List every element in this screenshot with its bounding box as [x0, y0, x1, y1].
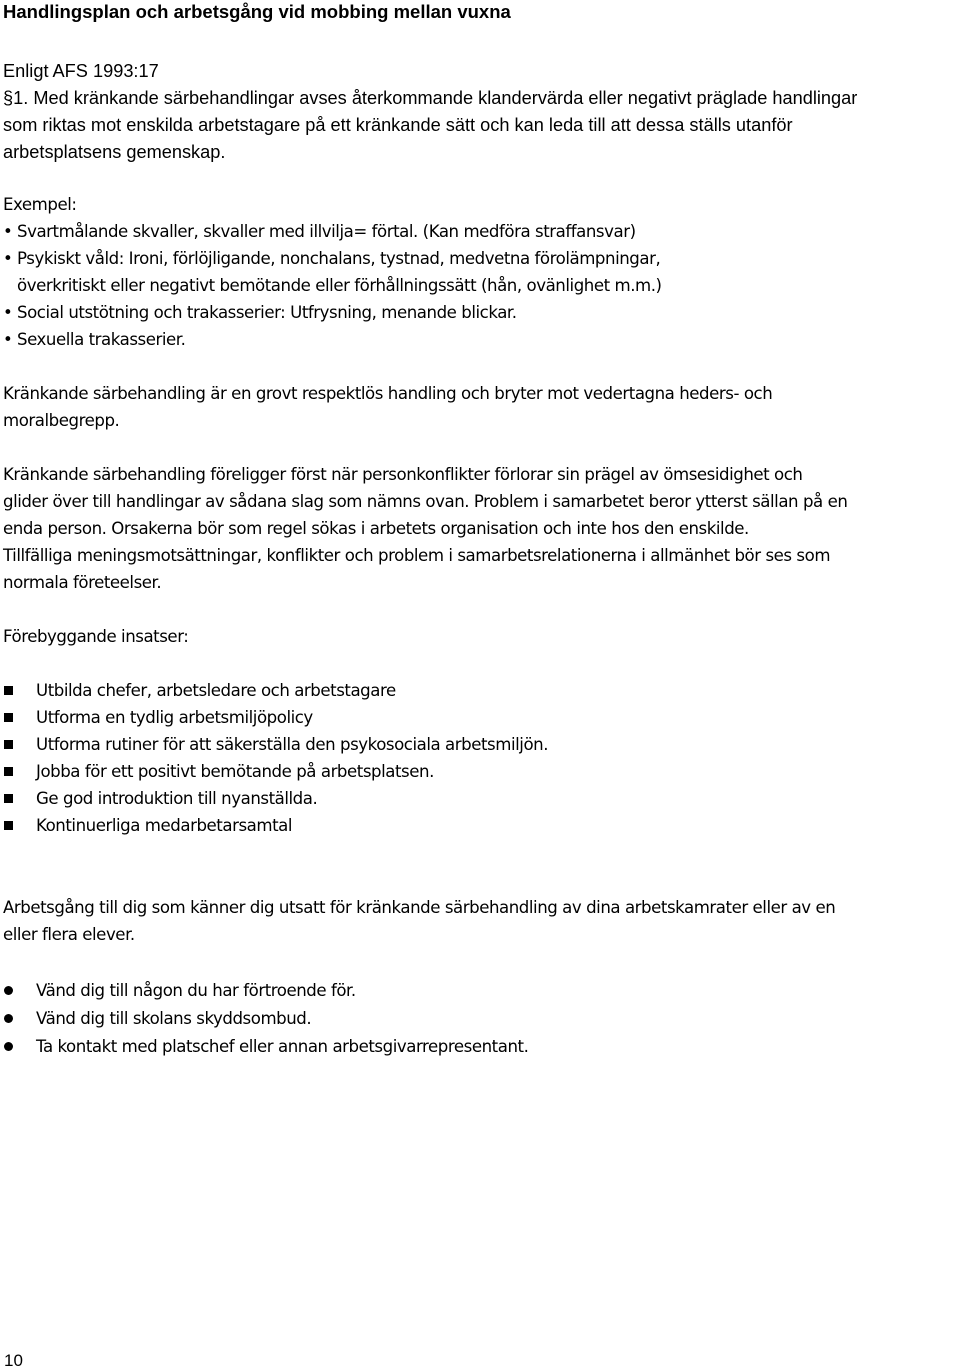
preventive-item-text: Utbilda chefer, arbetsledare och arbetstagare: [36, 681, 396, 700]
square-bullet-icon: [4, 821, 13, 830]
preventive-item: [0, 734, 900, 756]
example-item: [3, 221, 636, 243]
bullet-icon: •: [3, 249, 13, 268]
workflow-intro-line: Arbetsgång till dig som känner dig utsatt för kränkande särbehandling av dina arbetskamrater eller av en: [3, 898, 836, 917]
round-bullet-icon: [4, 1014, 13, 1023]
workflow-item: [0, 1036, 900, 1058]
round-bullet-icon: [4, 986, 13, 995]
preventive-item-text: Ge god introduktion till nyanställda.: [36, 789, 318, 808]
preventive-item: [0, 761, 900, 783]
preventive-item: [0, 788, 900, 810]
preventive-heading: Förebyggande insatser:: [3, 627, 189, 646]
square-bullet-icon: [4, 794, 13, 803]
paragraph-line: Kränkande särbehandling är en grovt respektlös handling och bryter mot vedertagna heders- och: [3, 384, 773, 403]
bullet-icon: •: [3, 330, 13, 349]
workflow-item-text: Ta kontakt med platschef eller annan arbetsgivarrepresentant.: [36, 1037, 529, 1056]
example-text: Svartmålande skvaller, skvaller med illvilja= förtal. (Kan medföra straffansvar): [17, 222, 636, 241]
example-item: [3, 302, 517, 324]
paragraph-line: moralbegrepp.: [3, 411, 120, 430]
paragraph-line: normala företeelser.: [3, 573, 162, 592]
preventive-item-text: Utforma en tydlig arbetsmiljöpolicy: [36, 708, 313, 727]
bullet-icon: •: [3, 222, 13, 241]
workflow-item: [0, 1008, 900, 1030]
definition-line: som riktas mot enskilda arbetstagare på ett kränkande sätt och kan leda till att dessa ställs utanför: [3, 115, 793, 135]
definition-line: arbetsplatsens gemenskap.: [3, 142, 226, 162]
preventive-item: [0, 680, 900, 702]
example-item: [3, 329, 185, 351]
preventive-item: [0, 707, 900, 729]
paragraph-line: enda person. Orsakerna bör som regel sökas i arbetets organisation och inte hos den enskilde.: [3, 519, 749, 538]
workflow-item: [0, 980, 900, 1002]
example-text: Sexuella trakasserier.: [17, 330, 186, 349]
preventive-item: [0, 815, 900, 837]
bullet-icon: •: [3, 303, 13, 322]
paragraph-line: glider över till handlingar av sådana slag som nämns ovan. Problem i samarbetet beror ytterst sällan på en: [3, 492, 848, 511]
page-number: 10: [4, 1351, 23, 1370]
example-text: Social utstötning och trakasserier: Utfrysning, menande blickar.: [17, 303, 517, 322]
preventive-item-text: Jobba för ett positivt bemötande på arbetsplatsen.: [36, 762, 434, 781]
document-title: Handlingsplan och arbetsgång vid mobbing mellan vuxna: [3, 1, 511, 22]
example-text: Psykiskt våld: Ironi, förlöjligande, nonchalans, tystnad, medvetna förolämpningar,: [17, 249, 661, 268]
example-continuation: överkritiskt eller negativt bemötande eller förhållningssätt (hån, ovänlighet m.m.): [17, 276, 662, 295]
workflow-item-text: Vänd dig till skolans skyddsombud.: [36, 1009, 312, 1028]
regulation-reference: Enligt AFS 1993:17: [3, 61, 159, 81]
preventive-item-text: Kontinuerliga medarbetarsamtal: [36, 816, 293, 835]
examples-heading: Exempel:: [3, 195, 77, 214]
workflow-item-text: Vänd dig till någon du har förtroende för.: [36, 981, 356, 1000]
square-bullet-icon: [4, 767, 13, 776]
preventive-item-text: Utforma rutiner för att säkerställa den psykosociala arbetsmiljön.: [36, 735, 549, 754]
paragraph-line: Tillfälliga meningsmotsättningar, konflikter och problem i samarbetsrelationerna i allmänhet bör ses som: [3, 546, 831, 565]
square-bullet-icon: [4, 740, 13, 749]
example-item: [3, 248, 660, 270]
square-bullet-icon: [4, 686, 13, 695]
paragraph-line: Kränkande särbehandling föreligger först när personkonflikter förlorar sin prägel av ömsesidighet och: [3, 465, 803, 484]
square-bullet-icon: [4, 713, 13, 722]
round-bullet-icon: [4, 1042, 13, 1051]
workflow-intro-line: eller flera elever.: [3, 925, 135, 944]
definition-line: §1. Med kränkande särbehandlingar avses återkommande klandervärda eller negativt präglade handlingar: [3, 88, 858, 108]
